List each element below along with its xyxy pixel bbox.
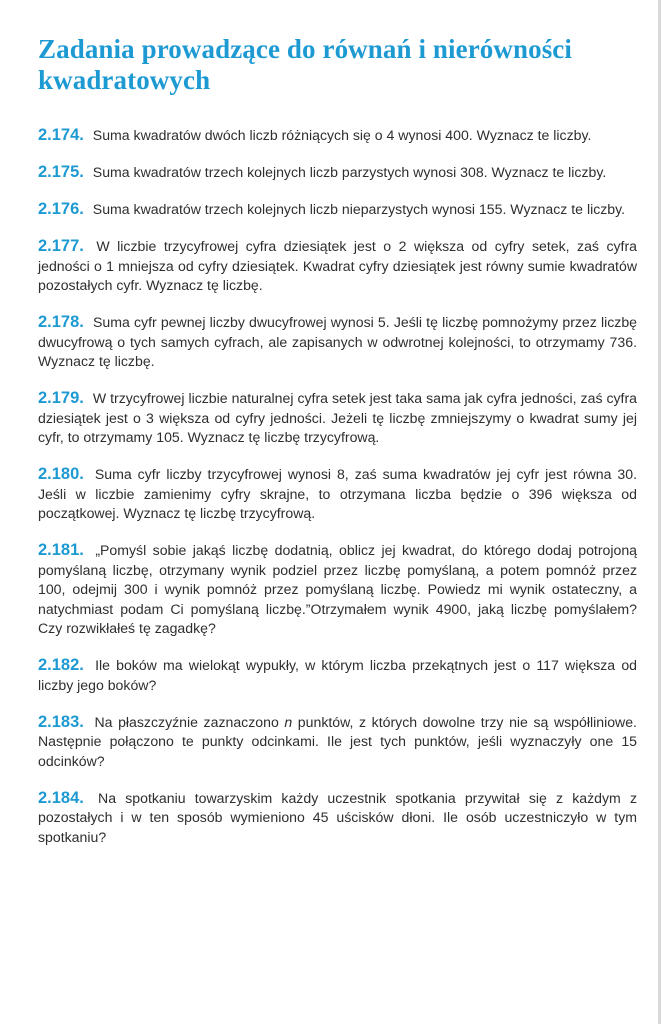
problem-text-end: punktów, z których dowolne trzy nie są współliniowe. Następnie połączono te punkty odcinkami. Ile jest tych punktów, jeśli wyznaczyły one 15 odcinków? xyxy=(38,713,637,769)
problem-text: W liczbie trzycyfrowej cyfra dziesiątek jest o 2 większa od cyfry setek, zaś cyfra jedności o 1 mniejsza od cyfry dziesiątek. Kwadrat cyfry dziesiątek jest równy sumie kwadratów pozostałych cyfr. Wyznacz tę liczbę. xyxy=(38,238,637,293)
section-title: Zadania prowadzące do równań i nierówności kwadratowych xyxy=(38,34,572,95)
problem-2-177 xyxy=(38,237,637,296)
problem-2-180 xyxy=(38,465,637,524)
variable-n: n xyxy=(284,713,293,730)
problem-number: 2.176. xyxy=(38,200,84,218)
problem-text: Suma kwadratów trzech kolejnych liczb parzystych wynosi 308. Wyznacz te liczby. xyxy=(92,164,607,180)
problem-text-start: Na płaszczyźnie zaznaczono xyxy=(94,713,285,730)
problem-text: „Pomyśl sobie jakąś liczbę dodatnią, oblicz jej kwadrat, do którego dodaj potrojoną pomyślaną liczbę, otrzymany wynik podziel przez liczbę pomyślaną, a potem pomnóż przez 100, odejmij 300 i wynik pomnóż przez pomyślaną liczbę. Powiedz mi wynik ostateczny, a natychmiast podam Ci pomyślaną liczbę.”Otrzymałem wynik 4900, jaką liczbę pomyślałem? Czy rozwikłałeś tę zagadkę? xyxy=(38,542,637,636)
problem-2-184 xyxy=(38,789,637,848)
problem-2-182 xyxy=(38,656,637,695)
problem-text: Suma cyfr liczby trzycyfrowej wynosi 8, zaś suma kwadratów jej cyfr jest równa 30. Jeśli w liczbie zamienimy cyfry skrajne, to otrzymana liczba będzie o 396 większa od początkowej. Wyznacz tę liczbę trzycyfrową. xyxy=(38,466,637,521)
problem-text: Suma kwadratów dwóch liczb różniących się o 4 wynosi 400. Wyznacz te liczby. xyxy=(92,127,592,143)
problem-number: 2.178. xyxy=(38,313,84,331)
problem-number: 2.174. xyxy=(38,126,84,144)
problem-text: Na spotkaniu towarzyskim każdy uczestnik spotkania przywitał się z każdym z pozostałych i w ten sposób wymieniono 45 uścisków dłoni. Ile osób uczestniczyło w tym spotkaniu? xyxy=(38,789,637,845)
problem-2-175 xyxy=(38,163,637,183)
problem-2-178 xyxy=(38,313,637,372)
problem-text: Suma cyfr pewnej liczby dwucyfrowej wynosi 5. Jeśli tę liczbę pomnożymy przez liczbę dwucyfrową o tych samych cyfrach, ale zapisanych w odwrotnej kolejności, to otrzymamy 736. Wyznacz tę liczbę. xyxy=(38,314,637,369)
problem-number: 2.183. xyxy=(38,712,84,731)
problem-number: 2.179. xyxy=(38,389,84,407)
problem-number: 2.175. xyxy=(38,163,84,181)
problem-text: W trzycyfrowej liczbie naturalnej cyfra setek jest taka sama jak cyfra jedności, zaś cyfra dziesiątek jest o 3 większa od cyfry jedności. Jeżeli tę liczbę zmniejszymy o kwadrat sumy jej cyfr, to otrzymamy 105. Wyznacz tę liczbę trzycyfrową. xyxy=(38,390,637,445)
problem-text: Ile boków ma wielokąt wypukły, w którym liczba przekątnych jest o 117 większa od liczby jego boków? xyxy=(38,657,637,693)
problem-number: 2.177. xyxy=(38,237,84,255)
problem-number: 2.184. xyxy=(38,788,84,807)
problem-2-181 xyxy=(38,541,637,639)
problem-2-176 xyxy=(38,200,637,220)
problem-text: Suma kwadratów trzech kolejnych liczb nieparzystych wynosi 155. Wyznacz te liczby. xyxy=(92,201,626,217)
problem-2-183 xyxy=(38,713,637,772)
problem-2-179 xyxy=(38,389,637,448)
problem-list xyxy=(38,126,637,847)
problem-number: 2.182. xyxy=(38,656,84,674)
problem-2-174 xyxy=(38,126,637,146)
problem-number: 2.181. xyxy=(38,541,84,559)
problem-number: 2.180. xyxy=(38,465,84,483)
